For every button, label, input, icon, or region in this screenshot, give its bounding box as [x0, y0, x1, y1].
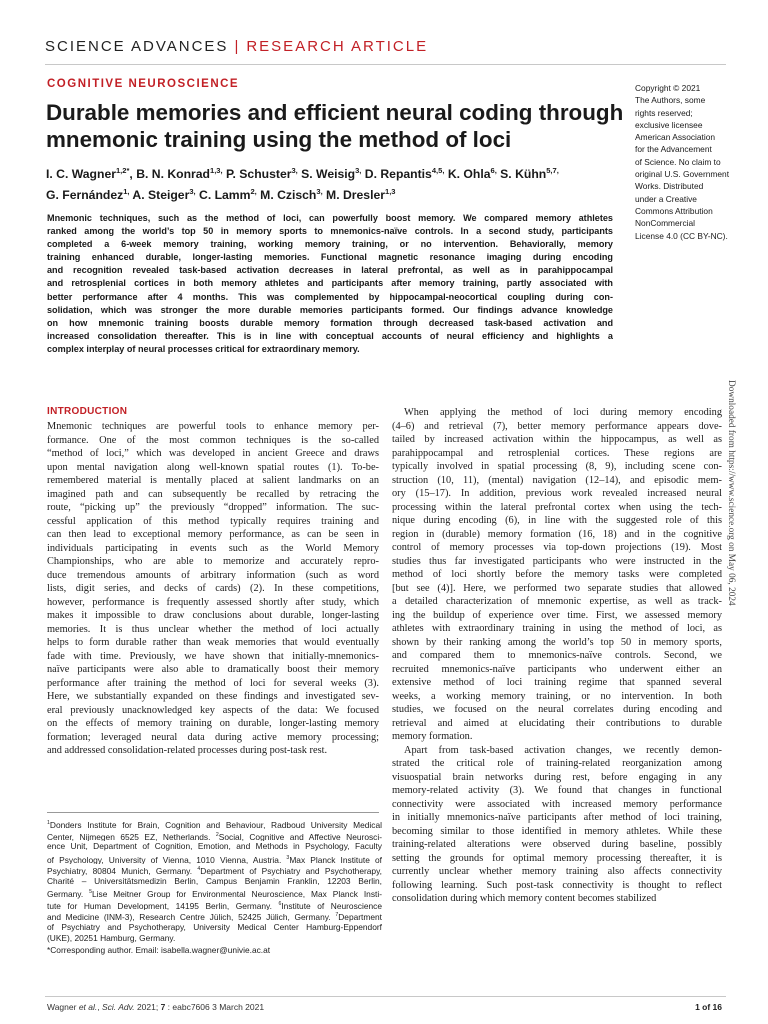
body-line: training-related alterations were observed during baseline, possibly — [392, 839, 722, 850]
abstract-line: ranked among the world’s top 50 in memory sports to mnemonics-naïve controls. In a second study, participants — [47, 226, 613, 237]
copyright-line: Works. Distributed — [635, 181, 704, 192]
abstract-line: solidation, which was stronger the more durable memories participants formed. Our findings advance knowledge — [47, 304, 613, 315]
copyright-notice — [635, 82, 735, 242]
right-column-text — [392, 406, 722, 906]
abstract-line: Mnemonic techniques, such as the method of loci, can powerfully boost memory. We compared memory athletes — [47, 213, 613, 223]
affiliation-line: Psychiatry, 80804 Munich, Germany. $^4$Department of Psychiatry and Psychotherapy, — [47, 865, 382, 876]
author-line: I. C. Wagner$^{1,2*}$, B. N. Konrad$^{1,3,}$ P. Schuster$^{3,}$ S. Weisig$^{3,}$ D. Repantis$^{4,5,}$ K. Ohla$^{6,}$ S. Kühn$^{5,7,}$ — [46, 166, 559, 182]
body-line: Championships, who are able to memorize and accurately repro- — [47, 556, 379, 567]
body-line: a detailed characterization of mnemonic expertise, as well as track- — [392, 596, 722, 607]
abstract-line: better performance after 4 months. This was complemented by hippocampal-neocortical coupling during con- — [47, 291, 613, 302]
body-line: performance after training the method of loci for several weeks (3). — [47, 677, 379, 689]
copyright-line: NonCommercial — [635, 218, 696, 229]
body-line: Apart from task-based activation changes, we recently demon- — [404, 744, 722, 756]
body-line: ing the buildup of experience over time. First, we assessed memory — [392, 609, 722, 621]
body-line: following learning. Such post-task connectivity is thought to reflect — [392, 879, 722, 891]
copyright-line: of Science. No claim to — [635, 156, 721, 167]
body-line: shown by their ranking among the world’s top 50 in memory sports, — [392, 636, 722, 648]
affiliation-line: *Corresponding author. Email: isabella.wagner@univie.ac.at — [47, 944, 271, 955]
copyright-line: exclusive licensee — [635, 119, 703, 130]
affiliation-line: of Psychiatry and Psychotherapy, University Medical Center Hamburg-Eppendorf — [47, 921, 382, 932]
body-line: struction (10, 11), (mental) navigation (12–14), and episodic mem- — [392, 474, 722, 486]
article-type: RESEARCH ARTICLE — [246, 38, 429, 55]
journal-name: SCIENCE ADVANCES — [45, 38, 229, 55]
footer-divider — [45, 996, 726, 997]
body-line: studies, we focused on the neural correlates during encoding and — [392, 704, 722, 715]
left-column-text — [47, 420, 379, 758]
body-line: typically involved in spatial processing (8, 9), including scene con- — [392, 461, 722, 472]
body-line: “method of loci,” which was developed in ancient Greece and draws — [47, 448, 379, 459]
affiliation-line: and Medicine (INM-3), Research Centre Jülich, 52425 Jülich, Germany. $^7$Department — [47, 911, 382, 922]
affiliation-line: $^1$Donders Institute for Brain, Cognition and Behaviour, Radboud University Medical — [47, 819, 382, 830]
affiliation-line: ence Unit, Department of Cognition, Emotion, and Methods in Psychology, Faculty — [47, 841, 382, 851]
abstract — [47, 212, 613, 356]
body-line: When applying the method of loci during memory encoding — [404, 407, 722, 418]
copyright-line: original U.S. Government — [635, 169, 730, 180]
download-note: Downloaded from https://www.science.org on May 06, 2024 — [726, 380, 736, 606]
body-line: route, “picking up” the previously “dropped” information. The suc- — [47, 502, 379, 513]
page-number: 1 of 16 — [695, 1002, 722, 1012]
body-line: tailed by increased activation within the hippocampus, as well as — [392, 434, 722, 445]
body-line: retrieval and aimed at elucidating their contributions to durable — [392, 717, 722, 729]
title-line: mnemonic training using the method of loci — [46, 127, 512, 152]
body-line: lists, digit series, and decks of cards) (2). In these competitions, — [47, 583, 379, 594]
body-line: formance. One of the most common techniques is the so-called — [47, 434, 379, 446]
affiliations — [47, 818, 382, 956]
body-line: memories. It is thus unclear whether the method of loci actually — [47, 623, 379, 635]
footer-citation: Wagner et al., Sci. Adv. 2021; 7 : eabc7606 3 March 2021 — [47, 1002, 265, 1012]
body-line: makes it impossible to draw conclusions about durable, longer-lasting — [47, 610, 379, 621]
body-line: control of memory processes via top-down projections (19). Most — [392, 542, 722, 553]
section-label: COGNITIVE NEUROSCIENCE — [47, 78, 240, 90]
body-line: method of loci shortly before the memory tasks were completed — [392, 569, 722, 580]
body-line: memory-related activity (3). We found that changes in functional — [392, 785, 722, 796]
body-line: on the effects of memory training on durable, longer-lasting memory — [47, 718, 379, 729]
body-line: nique during encoding (6), in line with the suggested role of this — [392, 515, 722, 526]
affiliation-line: tute for Human Development, 14195 Berlin, Germany. $^6$Institute of Neuroscience — [47, 900, 382, 910]
abstract-line: complex interplay of neural processes critical for extraordinary memory. — [47, 343, 360, 354]
journal-header — [45, 38, 428, 55]
body-line: and addressed consolidation-related processes during post-task rest. — [47, 745, 328, 756]
body-line: [but see (4)]. Here, we performed two separate studies that allowed — [392, 582, 722, 594]
article-title — [46, 99, 626, 153]
body-line: strated the critical role of training-related reorganization among — [392, 758, 722, 769]
body-line: and compared them to mnemonics-naïve controls. Second, we — [392, 650, 722, 661]
body-line: in initially mnemonics-naïve participants after method of loci training, — [392, 812, 722, 823]
copyright-line: for the Advancement — [635, 144, 712, 155]
body-line: becoming similar to those identified in memory athletes. While these — [392, 825, 722, 837]
body-line: extensive method of loci training regime that spanned several — [392, 677, 722, 688]
body-line: ory (15–17). In addition, previous work revealed increased neural — [392, 488, 722, 499]
body-line: however, performance is frequently assessed shortly after study, which — [47, 596, 379, 608]
affiliation-line: Germany. $^5$Lise Meitner Group for Environmental Neuroscience, Max Planck Insti- — [47, 888, 382, 899]
affiliation-line: of Psychology, University of Vienna, 1010 Vienna, Austria. $^3$Max Planck Institute of — [47, 854, 382, 864]
abstract-line: on how mnemonic training boosts durable memory formation through decreased task-based activation and — [47, 317, 613, 328]
copyright-line: rights reserved; — [635, 107, 693, 118]
header-divider — [45, 64, 726, 65]
body-line: duce tremendous amounts of arbitrary information (such as word — [47, 569, 379, 581]
copyright-line: The Authors, some — [635, 95, 706, 106]
abstract-line: and retrosplenial cortices in both memory athletes and participants after memory training, partly associated with — [47, 278, 613, 289]
abstract-line: and recognition revealed task-based activation decreases in lateral prefrontal, as well as in parahippocampal — [47, 265, 613, 276]
body-line: (4–6) and retrieval (7), better memory performance appears dove- — [392, 420, 722, 432]
body-line: Here, we substantially expanded on these findings and investigated sev- — [47, 691, 379, 702]
copyright-line: License 4.0 (CC BY-NC). — [635, 230, 728, 241]
introduction-heading: INTRODUCTION — [47, 406, 128, 417]
body-line: individuals participating in events such as the World Memory — [47, 542, 379, 554]
body-line: visuospatial brain networks during rest, before engaging in any — [392, 771, 722, 783]
body-line: studies thus far investigated participants who were instructed in the — [392, 555, 722, 567]
copyright-line: American Association — [635, 132, 716, 143]
affiliation-line: Charité – Universitätsmedizin Berlin, Campus Benjamin Franklin, 12203 Berlin, — [47, 875, 382, 886]
body-line: connectivity were associated with increased memory performance — [392, 798, 722, 810]
body-line: recruited mnemonics-naïve participants who underwent either an — [392, 663, 722, 675]
body-line: imagined path and can subsequently be recalled by retracing the — [47, 488, 379, 500]
body-line: eral previously unacknowledged key aspects of the data: We focused — [47, 704, 379, 716]
author-list — [46, 162, 626, 204]
body-line: currently unclear whether memory training also affects connectivity — [392, 866, 722, 877]
copyright-line: Commons Attribution — [635, 205, 713, 216]
affiliation-line: (UKE), 20251 Hamburg, Germany. — [47, 933, 176, 943]
body-line: weeks, a working memory training, or no intervention. In both — [392, 690, 722, 702]
abstract-line: training enhanced durable, longer-lasting memories. Functional magnetic resonance imaging during encoding — [47, 252, 613, 263]
abstract-line: completed a 6-week memory training, working memory training, or no intervention. Behaviorally, memory — [47, 239, 613, 250]
body-line: formation; leveraged neural data during active memory processing; — [47, 731, 379, 743]
body-line: region in (durable) memory formation (16, 18) and in the cognitive — [392, 528, 722, 540]
body-line: can then lead to exceptional memory performance, as can be seen in — [47, 529, 379, 540]
title-line: Durable memories and efficient neural coding through — [46, 100, 624, 125]
body-line: cessful application of this method typically requires training and — [47, 515, 379, 527]
body-line: upon mental navigation along well-known spatial routes (1). To-be- — [47, 461, 379, 473]
author-line: G. Fernández$^{1,}$ A. Steiger$^{3,}$ C. Lamm$^{2,}$ M. Czisch$^{3,}$ M. Dresler$^{1,3}$ — [46, 187, 396, 203]
affiliation-line: Center, Nijmegen 6525 EZ, Netherlands. $^2$Social, Cognitive and Affective Neurosci- — [47, 831, 382, 841]
body-line: setting the grounds for optimal memory processing thereafter, it is — [392, 852, 722, 864]
body-line: processing within the lateral prefrontal cortex when using the tech- — [392, 501, 722, 513]
body-line: consolidation during which memory content becomes stabilized — [392, 893, 657, 904]
copyright-line: under a Creative — [635, 193, 697, 204]
abstract-line: increased consolidation thereafter. This is in line with conceptual accounts of neural efficiency and highlights a — [47, 330, 613, 341]
body-line: athletes with extraordinary training in using the method of loci, as — [392, 623, 722, 634]
header-separator: | — [234, 38, 241, 55]
body-line: memory formation. — [392, 731, 473, 742]
body-line: parahippocampal and retrosplenial cortices. These regions are — [392, 447, 722, 459]
copyright-line: Copyright © 2021 — [635, 83, 701, 93]
body-line: helps to form durable rather than weak memories that would eventually — [47, 637, 379, 648]
body-line: remembered material is mentally placed at salient landmarks on an — [47, 475, 379, 486]
body-line: Mnemonic techniques are powerful tools to enhance memory per- — [47, 421, 379, 432]
affiliations-divider — [47, 812, 379, 813]
body-line: fade with time. Previously, we have shown that initially-mnemonics- — [47, 650, 379, 662]
body-line: naïve participants were also able to dramatically boost their memory — [47, 664, 379, 675]
